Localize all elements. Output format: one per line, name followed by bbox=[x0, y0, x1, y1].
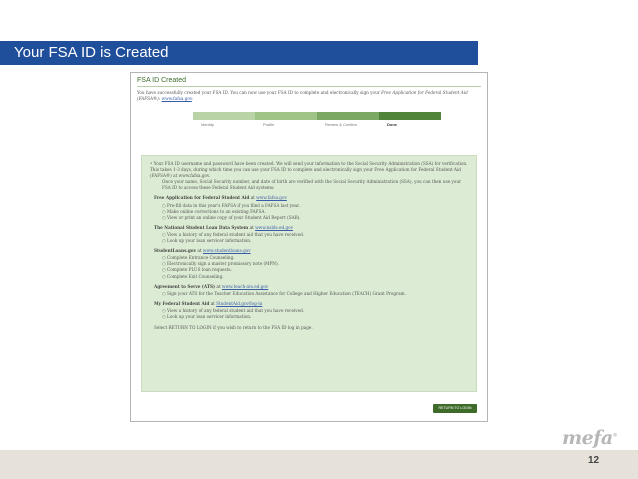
list-item-text: View or print an online copy of your Student Aid Report (SAR). bbox=[167, 214, 301, 220]
bullet-icon: ○ bbox=[162, 273, 167, 279]
list-item bbox=[162, 291, 468, 297]
system-connector: at bbox=[248, 224, 256, 230]
list-item-text: Sign your ATS for the Teacher Education Assistance for College and Higher Education (TEACH) Grant Program. bbox=[167, 290, 406, 296]
list-item-text: Make online corrections to an existing FAFSA. bbox=[167, 208, 266, 214]
step-label-profile: Profile bbox=[263, 122, 275, 127]
system-heading bbox=[150, 301, 468, 307]
screenshot-header bbox=[131, 73, 487, 102]
systems-list bbox=[150, 195, 468, 320]
bullet-icon: ○ bbox=[162, 267, 167, 273]
list-item bbox=[162, 274, 468, 280]
intro-part1: You have successfully created your FSA ID. You can now use your FSA ID to complete and electronically sign your bbox=[137, 90, 382, 95]
progress-step-review bbox=[317, 112, 379, 120]
system-title: The National Student Loan Data System bbox=[154, 224, 249, 230]
system-task-list bbox=[150, 308, 468, 320]
bullet-icon: ○ bbox=[162, 208, 167, 214]
list-item-text: Look up your loan servicer information. bbox=[167, 238, 252, 244]
list-item-text: Complete Entrance Counseling. bbox=[167, 255, 235, 261]
system-link[interactable]: StudentAid.gov/log-in bbox=[216, 300, 263, 306]
list-item-text: Complete Exit Counseling. bbox=[167, 273, 224, 279]
confirmation-panel bbox=[141, 155, 477, 392]
logo-text: mefa bbox=[562, 427, 613, 449]
system-task-list bbox=[150, 255, 468, 279]
progress-bar bbox=[193, 112, 441, 120]
list-item-text: Electronically sign a master promissory note (MPN). bbox=[167, 261, 279, 267]
list-item-text: View a history of any federal student aid that you have received. bbox=[167, 231, 305, 237]
intro-end: . bbox=[191, 96, 194, 101]
bullet-icon: ○ bbox=[162, 290, 167, 296]
fafsa-link[interactable]: www.fafsa.gov bbox=[161, 96, 192, 101]
list-item-text: View a history of any federal student aid that you have received. bbox=[167, 307, 305, 313]
system-link[interactable]: www.nslds.ed.gov bbox=[255, 224, 294, 230]
bullet-icon: ○ bbox=[162, 231, 167, 237]
return-to-login-button[interactable]: RETURN TO LOGIN bbox=[433, 404, 477, 413]
progress-step-identity bbox=[193, 112, 255, 120]
system-task-list bbox=[150, 291, 468, 297]
intro-part2: : bbox=[158, 96, 162, 101]
intro-text bbox=[137, 90, 481, 102]
system-task-list bbox=[150, 203, 468, 221]
list-item bbox=[162, 215, 468, 221]
system-heading bbox=[150, 284, 468, 290]
panel-paragraph-1: • Your FSA ID username and password have been created. We will send your information to the Social Security Administration (SSA) for verification. This takes 1-3 days, during which time you can use your FSA ID to complete and electronically sign your Free Application for Federal Student Aid (FAFSA®) at www.fafsa.gov. bbox=[150, 161, 468, 179]
system-title: StudentLoans.gov bbox=[154, 248, 197, 254]
bullet-icon: ○ bbox=[162, 202, 167, 208]
logo-registered-mark: ® bbox=[612, 432, 618, 439]
return-instruction: Select RETURN TO LOGIN if you wish to return to the FSA ID log in page. bbox=[154, 325, 313, 331]
mefa-logo bbox=[562, 427, 617, 449]
progress-step-profile bbox=[255, 112, 317, 120]
step-label-identity: Identity bbox=[201, 122, 214, 127]
footer-band bbox=[0, 450, 638, 479]
system-link[interactable]: www.studentloans.gov bbox=[202, 248, 251, 254]
slide-title: Your FSA ID is Created bbox=[0, 41, 478, 65]
progress-step-done bbox=[379, 112, 441, 120]
page-title: FSA ID Created bbox=[137, 77, 481, 87]
system-connector: at bbox=[215, 283, 222, 289]
system-link[interactable]: www.fafsa.gov bbox=[256, 195, 287, 201]
bullet-icon: ○ bbox=[162, 307, 167, 313]
panel-paragraph-2: Once your name, Social Security number, and date of birth are verified with the Social Security Administration (SSA), you can then use your FSA ID to access these Federal Student Aid systems: bbox=[162, 179, 462, 191]
bullet-icon: ○ bbox=[162, 214, 167, 220]
progress-labels bbox=[193, 120, 441, 127]
page-number: 12 bbox=[588, 455, 600, 466]
list-item-text: Pre-fill data in this year's FAFSA if you filed a FAFSA last year. bbox=[167, 202, 300, 208]
system-heading bbox=[150, 225, 468, 231]
system-connector: at bbox=[209, 300, 217, 306]
bullet-icon: ○ bbox=[162, 238, 167, 244]
system-title: Free Application for Federal Student Aid bbox=[154, 195, 250, 201]
system-heading bbox=[150, 248, 468, 254]
system-heading bbox=[150, 195, 468, 201]
step-label-done: Done bbox=[387, 122, 397, 127]
bullet-icon: ○ bbox=[162, 313, 167, 319]
bullet-icon: ○ bbox=[162, 261, 167, 267]
list-item bbox=[162, 314, 468, 320]
step-label-review: Review & Confirm bbox=[325, 122, 358, 127]
list-item bbox=[162, 238, 468, 244]
list-item-text: Complete PLUS loan requests. bbox=[167, 267, 232, 273]
system-connector: at bbox=[249, 195, 257, 201]
bullet-icon: ○ bbox=[162, 255, 167, 261]
intro-fafsa-name: Free Application for Federal Student Aid (FAFSA®) bbox=[137, 90, 468, 101]
system-connector: at bbox=[196, 248, 203, 254]
system-title: My Federal Student Aid bbox=[154, 300, 210, 306]
fsa-screenshot bbox=[130, 72, 488, 422]
system-title: Agreement to Serve (ATS) bbox=[154, 283, 216, 289]
system-task-list bbox=[150, 232, 468, 244]
system-link[interactable]: www.teach-ats.ed.gov bbox=[221, 283, 269, 289]
list-item-text: Look up your loan servicer information. bbox=[167, 313, 252, 319]
